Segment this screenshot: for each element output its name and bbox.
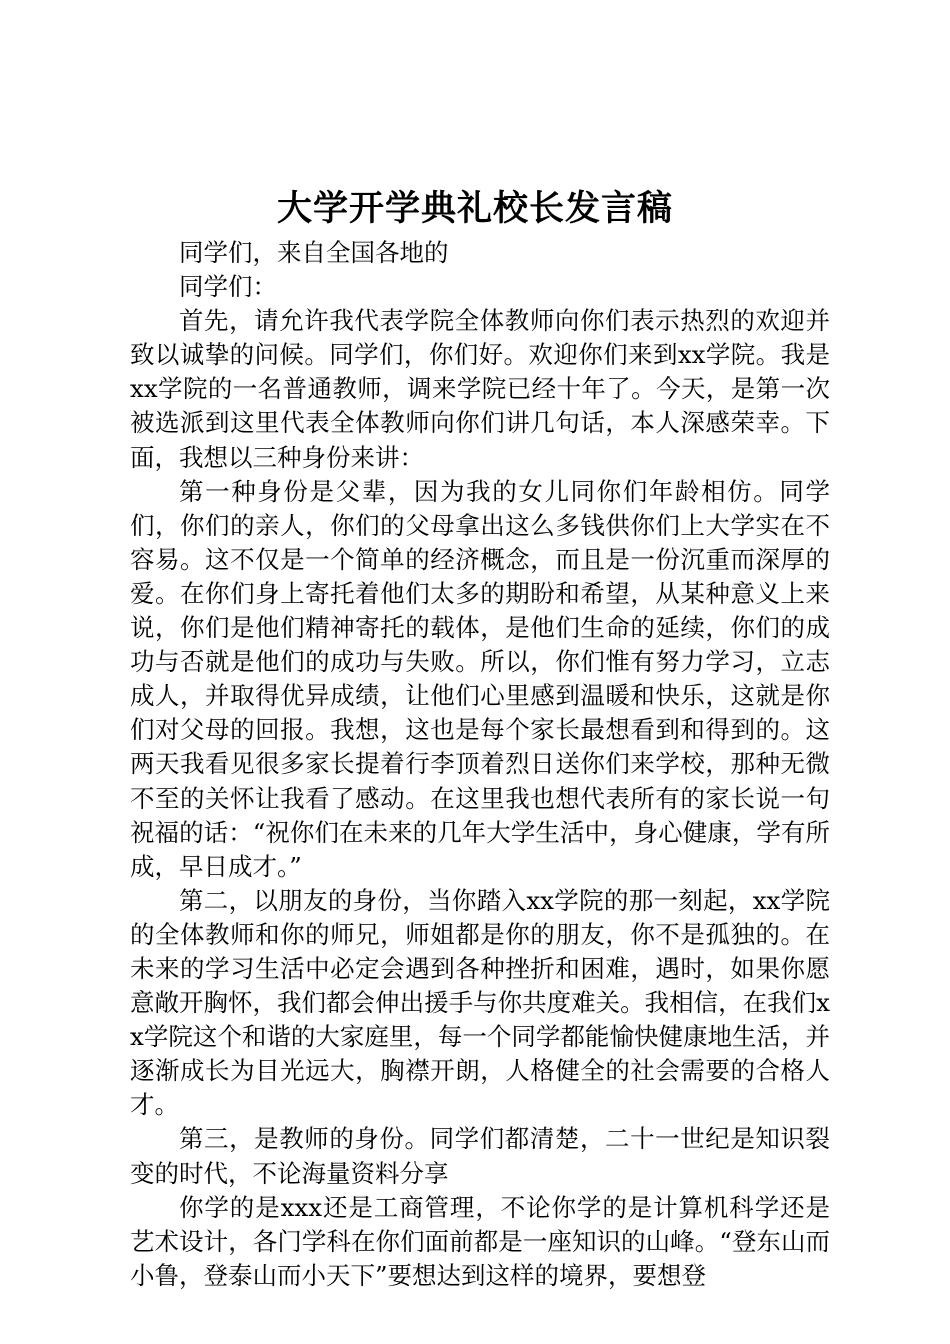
paragraph-knowledge: 你学的是xxx还是工商管理，不论你学的是计算机科学还是艺术设计，各门学科在你们面前都是一座知识的山峰。“登东山而小鲁，登泰山而小天下”要想达到这样的境界，要想登 (130, 1192, 830, 1290)
salutation-line-2: 同学们： (179, 272, 277, 302)
document-body (130, 236, 830, 1293)
paragraph-parent-role: 第一种身份是父辈，因为我的女儿同你们年龄相仿。同学们，你们的亲人，你们的父母拿出这么多钱供你们上大学实在不容易。这不仅是一个简单的经济概念，而且是一份沉重而深厚的爱。在你们身上寄托着他们太多的期盼和希望，从某种意义上来说，你们是他们精神寄托的载体，是他们生命的延续，你们的成功与否就是他们的成功与失败。所以，你们惟有努力学习，立志成人，并取得优异成绩，让他们心里感到温暖和快乐，这就是你们对父母的回报。我想，这也是每个家长最想看到和得到的。这两天我看见很多家长提着行李顶着烈日送你们来学校，那种无微不至的关怀让我看了感动。在这里我也想代表所有的家长说一句祝福的话：“祝你们在未来的几年大学生活中，身心健康，学有所成，早日成才。” (130, 476, 830, 881)
paragraph-intro: 首先，请允许我代表学院全体教师向你们表示热烈的欢迎并致以诚挚的问候。同学们，你们好。欢迎你们来到xx学院。我是xx学院的一名普通教师，调来学院已经十年了。今天，是第一次被选派到这里代表全体教师向你们讲几句话，本人深感荣幸。下面，我想以三种身份来讲： (130, 306, 830, 472)
document-title: 大学开学典礼校长发言稿 (276, 189, 673, 229)
paragraph-friend-role: 第二，以朋友的身份，当你踏入xx学院的那一刻起，xx学院的全体教师和你的师兄，师姐都是你的朋友，你不是孤独的。在未来的学习生活中必定会遇到各种挫折和困难，遇时，如果你愿意敞开胸怀，我们都会伸出援手与你共度难关。我相信，在我们xx学院这个和谐的大家庭里，每一个同学都能愉快健康地生活，并逐渐成长为目光远大，胸襟开朗，人格健全的社会需要的合格人才。 (130, 885, 830, 1120)
paragraph-teacher-role: 第三，是教师的身份。同学们都清楚，二十一世纪是知识裂变的时代，不论海量资料分享 (130, 1124, 830, 1188)
salutation-line-1: 同学们，来自全国各地的 (179, 238, 449, 267)
